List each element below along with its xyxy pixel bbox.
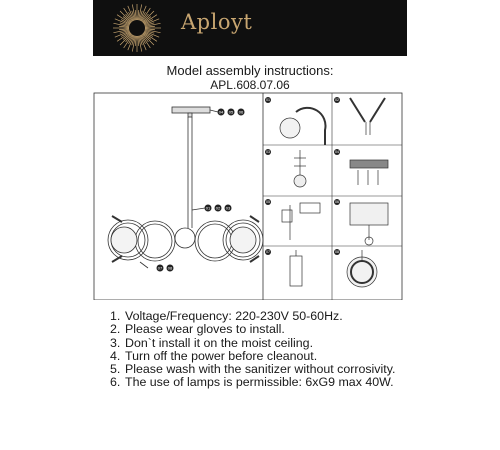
step-badge: 06 <box>335 200 339 205</box>
doc-title: Model assembly instructions: <box>166 63 334 78</box>
model-number: APL.608.07.06 <box>210 78 290 92</box>
step-badge: 08 <box>335 250 339 255</box>
step-7-illustration <box>290 250 302 286</box>
chandelier-drawing <box>108 107 263 271</box>
spec-item: 5. Please wash with the sanitizer without corrosivity. <box>110 362 396 377</box>
part-badge: 05 <box>228 109 234 115</box>
spec-item: 3. Don`t install it on the moist ceiling. <box>110 335 314 350</box>
spec-item: 6. The use of lamps is permissible: 6xG9 max 40W. <box>110 375 394 390</box>
step-3-illustration <box>294 150 306 187</box>
step-badge: 07 <box>266 250 270 255</box>
part-badge: 08 <box>167 265 173 271</box>
step-badge: 04 <box>335 150 339 155</box>
part-badge: 01 <box>205 205 211 211</box>
spec-item: 4. Turn off the power before cleanout. <box>110 348 318 363</box>
spec-item: 1. Voltage/Frequency: 220-230V 50-60Hz. <box>110 309 343 323</box>
step-2-illustration <box>350 98 385 135</box>
step-1-illustration <box>280 108 325 145</box>
part-badge: 06 <box>238 109 244 115</box>
spec-item: 2. Please wear gloves to install. <box>110 322 285 337</box>
step-badge: 03 <box>266 150 270 155</box>
step-badge: 02 <box>335 98 339 103</box>
step-8-illustration <box>347 250 377 287</box>
brand-name: Aployt <box>181 10 253 34</box>
step-5-illustration <box>282 203 320 240</box>
step-4-illustration <box>350 160 388 185</box>
step-badge: 05 <box>266 200 270 205</box>
part-badge: 02 <box>215 205 221 211</box>
part-badge: 04 <box>218 109 224 115</box>
spec-list <box>110 310 395 390</box>
step-6-illustration <box>350 203 388 245</box>
part-badge: 07 <box>157 265 163 271</box>
part-badge: 03 <box>225 205 231 211</box>
step-badge: 01 <box>266 98 270 103</box>
